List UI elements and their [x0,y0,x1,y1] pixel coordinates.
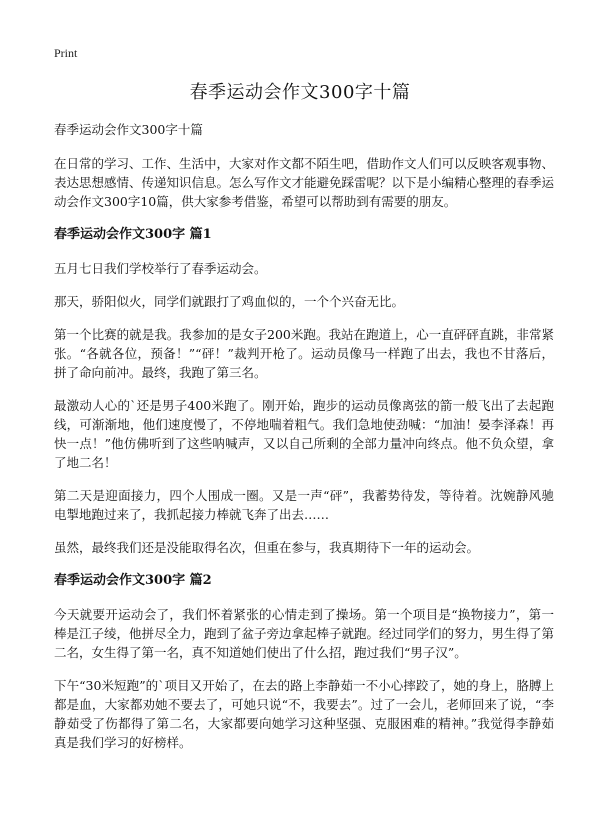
intro-paragraph: 在日常的学习、工作、生活中，大家对作文都不陌生吧，借助作文人们可以反映客观事物、表达思想感情、传递知识信息。怎么写作文才能避免踩雷呢？以下是小编精心整理的春季运动会作文300字10篇，供大家参考借鉴，希望可以帮助到有需要的朋友。 [54,156,555,209]
paragraph: 下午“30米短跑”的`项目又开始了，在去的路上李静茹一不小心摔跤了，她的身上，胳膊上都是血，大家都劝她不要去了，可她只说“不，我要去”。过了一会儿，老师回来了说，“李静茹受了伤都得了第二名，大家都要向她学习这种坚强、克服困难的精神。”我觉得李静茹真是我们学习的好榜样。 [54,678,554,750]
print-link[interactable]: Print [54,46,78,60]
paragraph: 最激动人心的`还是男子400米跑了。刚开始，跑步的运动员像离弦的箭一般飞出了去起跑线，可渐渐地，他们速度慢了，不停地喘着粗气。我们急地使劲喊：“加油！晏李泽森！再快一点！”他仿佛听到了这些呐喊声，又以自己所剩的全部力量冲向终点。他不负众望，拿了地二名！ [54,398,554,470]
paragraph: 第一个比赛的就是我。我参加的是女子200米跑。我站在跑道上，心一直砰砰直跳，非常紧张。“各就各位，预备！”“砰！”裁判开枪了。运动员像马一样跑了出去，我也不甘落后，拼了命向前冲。最终，我跑了第三名。 [54,327,554,380]
paragraph: 今天就要开运动会了，我们怀着紧张的心情走到了操场。第一个项目是“换物接力”，第一棒是江子绫，他拼尽全力，跑到了盆子旁边拿起棒子就跑。经过同学们的努力，男生得了第二名，女生得了第一名，真不知道她们使出了什么招，跑过我们“男子汉”。 [54,607,555,660]
paragraph: 虽然，最终我们还是没能取得名次，但重在参与，我真期待下一年的运动会。 [54,540,480,555]
document-body [54,120,554,766]
document-subtitle: 春季运动会作文300字十篇 [54,122,203,137]
section-heading-1: 春季运动会作文300字 篇1 [54,227,212,242]
paragraph: 那天，骄阳似火，同学们就跟打了鸡血似的，一个个兴奋无比。 [54,294,405,309]
section-heading-2: 春季运动会作文300字 篇2 [54,573,212,588]
paragraph: 五月七日我们学校举行了春季运动会。 [54,261,267,276]
page-title: 春季运动会作文300字十篇 [189,82,411,103]
paragraph: 第二天是迎面接力，四个人围成一圈。又是一声“砰”，我蓄势待发，等待着。沈婉静风驰电掣地跑过来了，我抓起接力棒就飞奔了出去…… [54,488,554,522]
